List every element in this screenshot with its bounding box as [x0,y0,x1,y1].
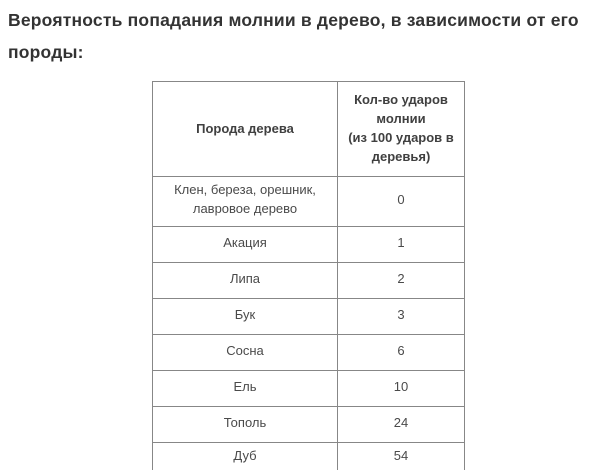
species-cell: Сосна [153,335,338,371]
species-cell: Акация [153,227,338,263]
table-row [153,371,465,407]
species-cell: Липа [153,263,338,299]
strikes-cell: 54 [338,443,465,470]
table-row [153,263,465,299]
species-cell: Тополь [153,407,338,443]
strikes-cell: 2 [338,263,465,299]
column-header-species: Порода дерева [153,82,338,177]
table-row [153,407,465,443]
table-row [153,335,465,371]
strikes-cell: 3 [338,299,465,335]
table-row [153,227,465,263]
column-header-strikes-line2: (из 100 ударов в деревья) [348,130,454,164]
strikes-cell: 6 [338,335,465,371]
column-header-strikes [338,82,465,177]
strikes-cell: 24 [338,407,465,443]
species-cell: Ель [153,371,338,407]
strikes-cell: 0 [338,177,465,227]
species-cell: Дуб [153,443,338,470]
column-header-strikes-line1: Кол-во ударов молнии [354,92,448,127]
strikes-cell: 10 [338,371,465,407]
table-row [153,299,465,335]
table-row [153,443,465,470]
table-row [153,177,465,227]
strikes-cell: 1 [338,227,465,263]
page-title: Вероятность попадания молнии в дерево, в зависимости от его породы: [8,10,579,62]
lightning-strikes-table [152,81,465,470]
species-cell: Бук [153,299,338,335]
table-header-row [153,82,465,177]
species-cell: Клен, береза, орешник, лавровое дерево [153,177,338,227]
